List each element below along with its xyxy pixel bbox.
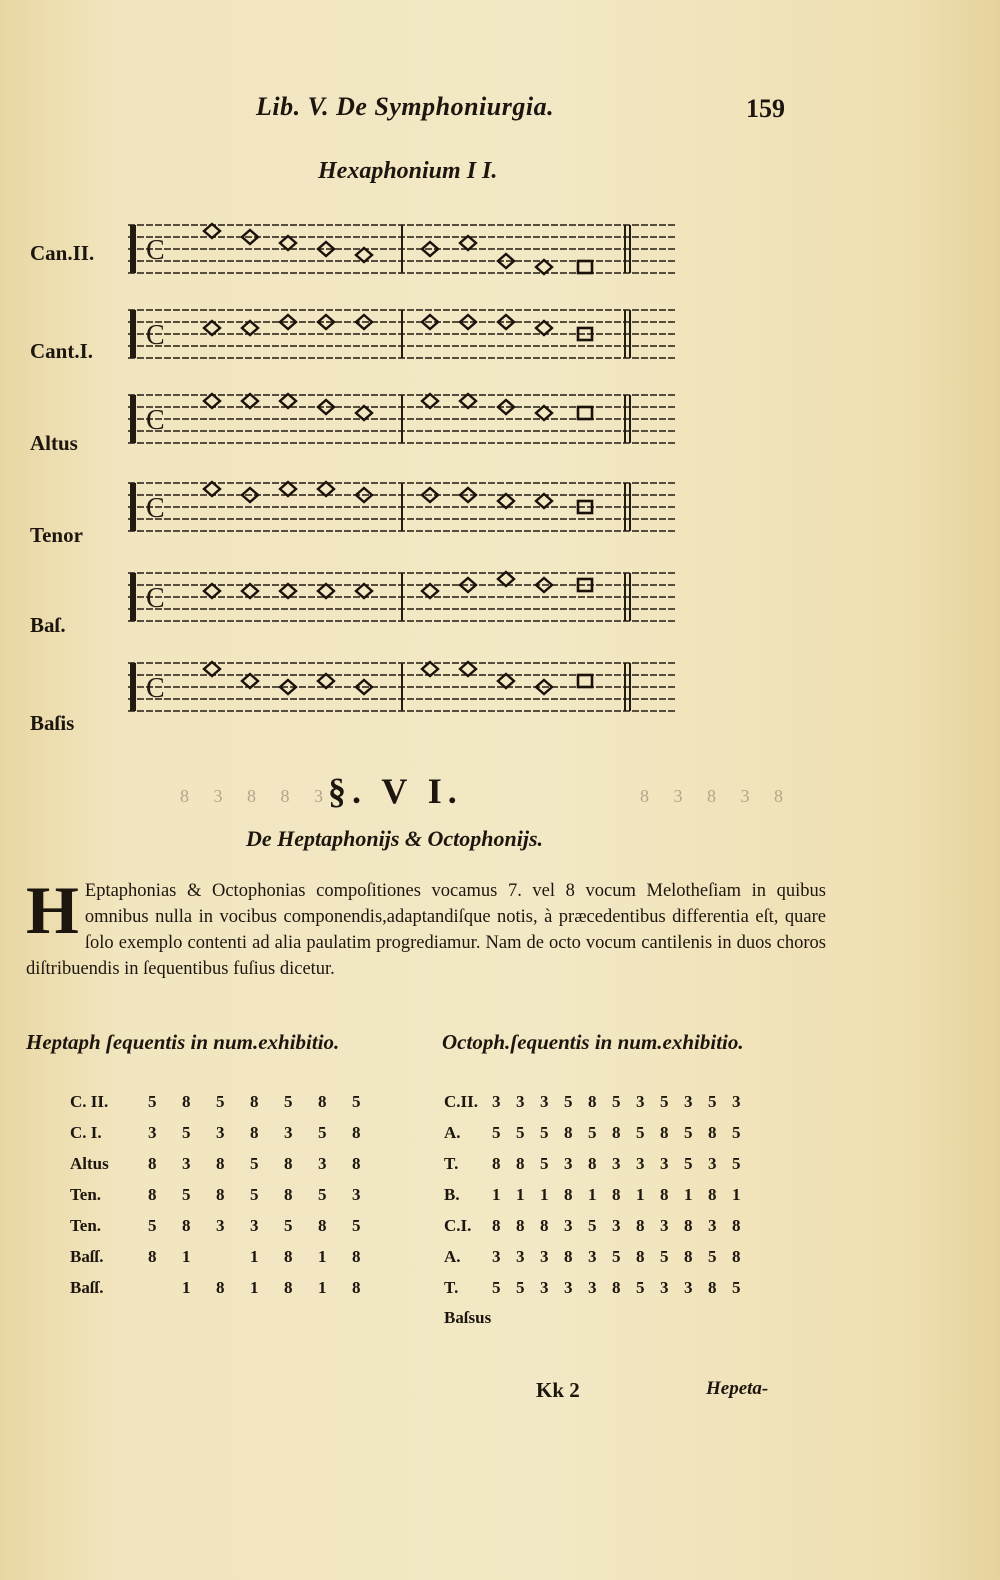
number-cell: 8	[708, 1278, 717, 1297]
number-cell: 8	[516, 1154, 525, 1173]
number-cell: 8	[284, 1154, 293, 1173]
number-cell: 1	[684, 1185, 693, 1204]
number-cell: 8	[708, 1123, 717, 1142]
number-cell: 3	[216, 1216, 225, 1235]
number-cell: 8	[684, 1247, 693, 1266]
number-cell: 8	[660, 1185, 669, 1204]
number-cell: 1	[492, 1185, 501, 1204]
number-cell: 1	[182, 1278, 191, 1297]
voice-label: Baſ.	[30, 613, 66, 637]
note-semibreve	[204, 394, 220, 408]
number-cell: 8	[732, 1247, 741, 1266]
number-cell: 1	[318, 1247, 327, 1266]
row-label: T.	[444, 1154, 459, 1173]
number-cell: 3	[636, 1092, 645, 1111]
note-semibreve	[242, 674, 258, 688]
time-signature: C	[146, 235, 165, 266]
note-semibreve	[498, 674, 514, 688]
clef-mark	[130, 483, 136, 531]
clef-mark	[130, 573, 136, 621]
number-cell: 8	[318, 1092, 327, 1111]
number-cell: 3	[182, 1154, 191, 1173]
section-heading: De Heptaphonijs & Octophonijs.	[246, 826, 544, 851]
row-label: C. I.	[70, 1123, 102, 1142]
note-breve	[578, 675, 592, 687]
number-cell: 8	[148, 1154, 157, 1173]
row-label: B.	[444, 1185, 460, 1204]
number-cell: 5	[612, 1092, 621, 1111]
note-semibreve	[498, 572, 514, 586]
number-cell: 5	[182, 1185, 191, 1204]
number-cell: 3	[516, 1247, 525, 1266]
number-cell: 5	[660, 1092, 669, 1111]
number-cell: 5	[636, 1278, 645, 1297]
number-cell: 1	[636, 1185, 645, 1204]
number-cell: 8	[588, 1154, 597, 1173]
number-cell: 8	[636, 1247, 645, 1266]
number-cell: 3	[588, 1247, 597, 1266]
number-cell: 5	[636, 1123, 645, 1142]
number-cell: 3	[352, 1185, 361, 1204]
note-breve	[578, 407, 592, 419]
number-cell: 8	[148, 1247, 157, 1266]
number-cell: 3	[708, 1154, 717, 1173]
signature-mark: Kk 2	[536, 1378, 580, 1402]
heptaph-table-title: Heptaph ſequentis in num.exhibitio.	[26, 1030, 340, 1054]
voice-label: Baſis	[30, 711, 75, 735]
number-cell: 5	[352, 1216, 361, 1235]
heptaph-number-table	[70, 1092, 400, 1332]
number-cell: 8	[516, 1216, 525, 1235]
note-semibreve	[242, 321, 258, 335]
number-cell: 8	[284, 1185, 293, 1204]
number-cell: 8	[684, 1216, 693, 1235]
number-cell: 3	[732, 1092, 741, 1111]
note-semibreve	[280, 584, 296, 598]
table-row	[70, 1154, 400, 1184]
number-cell: 5	[588, 1216, 597, 1235]
number-cell: 3	[540, 1247, 549, 1266]
section-mark: §. V I.	[328, 771, 463, 811]
row-label: Ten.	[70, 1216, 102, 1235]
number-cell: 8	[182, 1092, 191, 1111]
number-cell: 8	[492, 1154, 501, 1173]
number-cell: 3	[684, 1278, 693, 1297]
table-row	[444, 1185, 774, 1215]
number-cell: 8	[732, 1216, 741, 1235]
number-cell: 3	[250, 1216, 259, 1235]
note-semibreve	[318, 674, 334, 688]
number-cell: 3	[284, 1123, 293, 1142]
number-cell: 8	[588, 1092, 597, 1111]
number-cell: 8	[352, 1247, 361, 1266]
number-cell: 5	[516, 1278, 525, 1297]
note-semibreve	[204, 584, 220, 598]
table-row	[70, 1247, 400, 1277]
note-semibreve	[536, 321, 552, 335]
time-signature: C	[146, 320, 165, 351]
number-cell: 8	[216, 1278, 225, 1297]
number-cell: 8	[182, 1216, 191, 1235]
table-row	[70, 1092, 400, 1122]
table-row	[70, 1185, 400, 1215]
number-cell: 8	[216, 1185, 225, 1204]
number-cell: 8	[352, 1123, 361, 1142]
time-signature: C	[146, 583, 165, 614]
note-breve	[578, 261, 592, 273]
music-score	[30, 205, 830, 785]
number-cell: 1	[540, 1185, 549, 1204]
number-cell: 3	[216, 1123, 225, 1142]
note-semibreve	[422, 394, 438, 408]
number-cell: 1	[250, 1247, 259, 1266]
octoph-bass-label: Baſsus	[444, 1308, 492, 1327]
note-semibreve	[204, 321, 220, 335]
note-semibreve	[356, 248, 372, 262]
row-label: C.I.	[444, 1216, 472, 1235]
note-semibreve	[204, 482, 220, 496]
number-cell: 8	[148, 1185, 157, 1204]
table-row	[444, 1154, 774, 1184]
time-signature: C	[146, 673, 165, 704]
bleed-through-numbers: 8 3 8 3 8	[640, 786, 793, 806]
number-cell: 8	[564, 1185, 573, 1204]
voice-label: Can.II.	[30, 241, 95, 265]
number-cell: 3	[492, 1092, 501, 1111]
note-semibreve	[356, 584, 372, 598]
number-cell: 8	[636, 1216, 645, 1235]
note-semibreve	[356, 406, 372, 420]
score-staves	[30, 205, 830, 785]
number-cell: 5	[250, 1185, 259, 1204]
row-label: C.II.	[444, 1092, 479, 1111]
table-row	[444, 1123, 774, 1153]
number-cell: 5	[708, 1247, 717, 1266]
number-cell: 3	[540, 1092, 549, 1111]
note-semibreve	[242, 584, 258, 598]
note-semibreve	[280, 394, 296, 408]
number-cell: 8	[612, 1278, 621, 1297]
number-cell: 1	[318, 1278, 327, 1297]
voice-label: Tenor	[30, 523, 83, 547]
number-cell: 5	[284, 1092, 293, 1111]
number-cell: 5	[588, 1123, 597, 1142]
number-cell: 8	[352, 1154, 361, 1173]
page-header	[0, 92, 1000, 132]
drop-cap: H	[26, 872, 79, 948]
number-cell: 1	[516, 1185, 525, 1204]
number-cell: 8	[250, 1092, 259, 1111]
note-semibreve	[280, 482, 296, 496]
catchword: Hepeta-	[706, 1378, 769, 1399]
clef-mark	[130, 663, 136, 711]
number-cell: 1	[182, 1247, 191, 1266]
number-cell: 5	[540, 1123, 549, 1142]
paragraph-text: Eptaphonias & Octophonias compoſitiones vocamus 7. vel 8 vocum Melotheſiam in quibus omnibus nulla in vocibus componendis,adaptandiſque notis, à præcedentibus differentia eſt, quare ſolo exemplo contenti ad alia paulatim progrediamur. Nam de octo vocum cantilenis in duos choros diſtribuendis in ſequentibus fuſius dicetur.	[26, 881, 826, 979]
number-cell: 8	[540, 1216, 549, 1235]
number-cell: 5	[352, 1092, 361, 1111]
note-semibreve	[536, 494, 552, 508]
number-cell: 5	[216, 1092, 225, 1111]
number-cell: 5	[564, 1092, 573, 1111]
voice-label: Cant.I.	[30, 339, 94, 363]
row-label: A.	[444, 1247, 461, 1266]
number-cell: 3	[612, 1216, 621, 1235]
number-cell: 8	[564, 1123, 573, 1142]
page-number: 159	[746, 94, 785, 123]
number-cell: 3	[660, 1216, 669, 1235]
note-semibreve	[318, 584, 334, 598]
number-cell: 5	[318, 1185, 327, 1204]
number-cell: 3	[492, 1247, 501, 1266]
table-row	[444, 1216, 774, 1246]
note-semibreve	[204, 662, 220, 676]
number-cell: 5	[540, 1154, 549, 1173]
number-cell: 3	[540, 1278, 549, 1297]
row-label: A.	[444, 1123, 461, 1142]
time-signature: C	[146, 405, 165, 436]
body-paragraph	[26, 872, 826, 982]
number-cell: 1	[588, 1185, 597, 1204]
note-semibreve	[204, 224, 220, 238]
table-row	[70, 1278, 400, 1308]
number-cell: 8	[352, 1278, 361, 1297]
number-cell: 3	[516, 1092, 525, 1111]
number-cell: 3	[588, 1278, 597, 1297]
number-cell: 5	[732, 1123, 741, 1142]
number-cell: 5	[732, 1154, 741, 1173]
piece-title: Hexaphonium I I.	[318, 158, 498, 184]
row-label: T.	[444, 1278, 459, 1297]
number-cell: 5	[148, 1092, 157, 1111]
row-label: Baſſ.	[70, 1247, 104, 1266]
number-cell: 3	[708, 1216, 717, 1235]
number-cell: 8	[284, 1247, 293, 1266]
number-cell: 3	[660, 1278, 669, 1297]
clef-mark	[130, 225, 136, 273]
row-label: Baſſ.	[70, 1278, 104, 1297]
number-cell: 3	[684, 1092, 693, 1111]
number-cell: 5	[250, 1154, 259, 1173]
note-semibreve	[318, 482, 334, 496]
number-cell: 5	[492, 1278, 501, 1297]
number-cell: 3	[318, 1154, 327, 1173]
number-cell: 1	[250, 1278, 259, 1297]
number-cell: 5	[660, 1247, 669, 1266]
clef-mark	[130, 395, 136, 443]
number-cell: 8	[612, 1185, 621, 1204]
number-cell: 8	[284, 1278, 293, 1297]
note-semibreve	[422, 584, 438, 598]
number-cell: 8	[216, 1154, 225, 1173]
number-cell: 3	[660, 1154, 669, 1173]
time-signature: C	[146, 493, 165, 524]
running-head: Lib. V. De Symphoniurgia.	[256, 92, 555, 121]
row-label: Ten.	[70, 1185, 102, 1204]
note-semibreve	[242, 394, 258, 408]
number-cell: 5	[182, 1123, 191, 1142]
note-semibreve	[280, 236, 296, 250]
number-cell: 3	[148, 1123, 157, 1142]
number-cell: 3	[636, 1154, 645, 1173]
table-row	[444, 1278, 774, 1308]
number-cell: 5	[684, 1123, 693, 1142]
number-cell: 1	[732, 1185, 741, 1204]
note-semibreve	[422, 662, 438, 676]
number-cell: 3	[564, 1154, 573, 1173]
note-semibreve	[498, 494, 514, 508]
clef-mark	[130, 310, 136, 358]
number-cell: 8	[612, 1123, 621, 1142]
octoph-number-table	[444, 1092, 774, 1332]
number-cell: 8	[564, 1247, 573, 1266]
number-cell: 5	[516, 1123, 525, 1142]
number-cell: 8	[492, 1216, 501, 1235]
number-cell: 5	[284, 1216, 293, 1235]
row-label: Altus	[70, 1154, 109, 1173]
number-cell: 3	[564, 1278, 573, 1297]
row-label: C. II.	[70, 1092, 109, 1111]
note-semibreve	[460, 662, 476, 676]
table-row	[444, 1247, 774, 1277]
number-cell: 5	[732, 1278, 741, 1297]
number-cell: 5	[612, 1247, 621, 1266]
table-row	[70, 1123, 400, 1153]
number-cell: 8	[660, 1123, 669, 1142]
number-cell: 8	[708, 1185, 717, 1204]
number-cell: 8	[318, 1216, 327, 1235]
number-cell: 3	[564, 1216, 573, 1235]
note-semibreve	[536, 406, 552, 420]
note-semibreve	[536, 260, 552, 274]
number-cell: 5	[148, 1216, 157, 1235]
number-cell: 5	[684, 1154, 693, 1173]
number-cell: 5	[318, 1123, 327, 1142]
note-semibreve	[460, 236, 476, 250]
bleed-through-numbers: 8 3 8 8 3	[180, 786, 333, 806]
voice-label: Altus	[30, 431, 78, 455]
table-row	[444, 1092, 774, 1122]
table-row	[70, 1216, 400, 1246]
number-cell: 3	[612, 1154, 621, 1173]
number-cell: 5	[708, 1092, 717, 1111]
octoph-table-title: Octoph.ſequentis in num.exhibitio.	[442, 1030, 744, 1054]
number-cell: 8	[250, 1123, 259, 1142]
number-cell: 5	[492, 1123, 501, 1142]
note-semibreve	[460, 394, 476, 408]
